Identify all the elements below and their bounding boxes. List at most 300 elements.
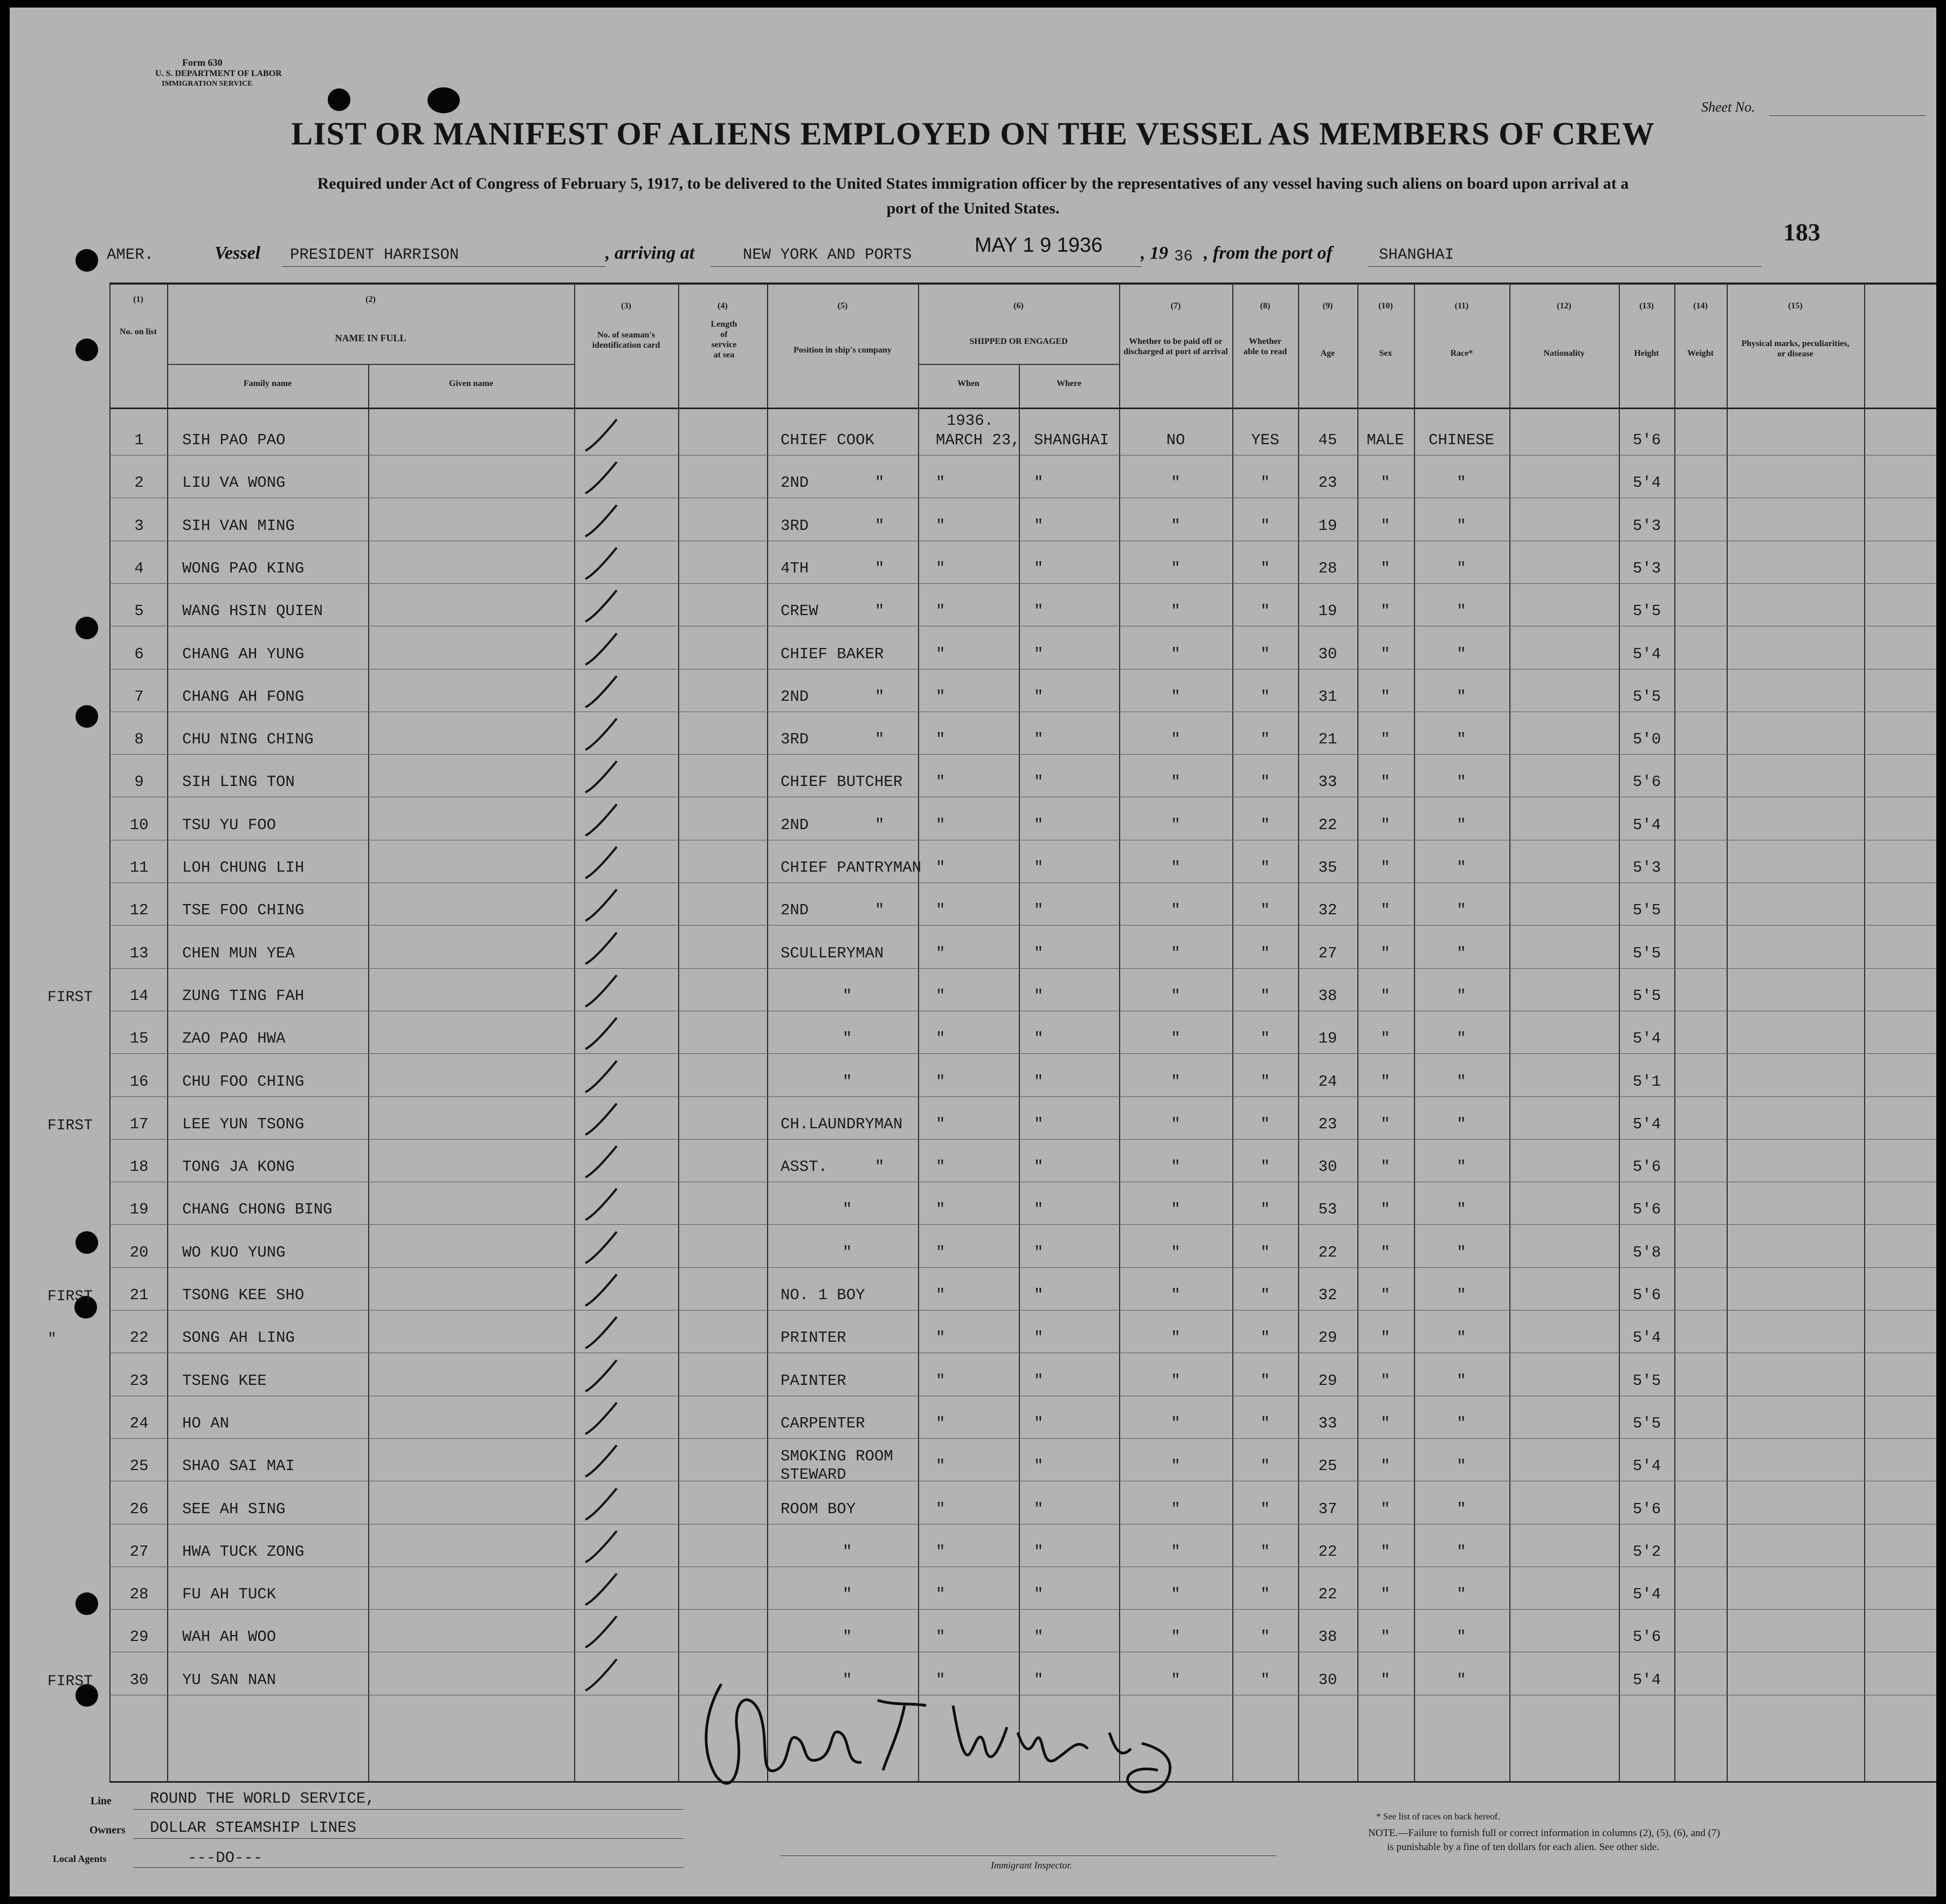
height: 5'3 <box>1632 517 1661 535</box>
shipped-where: " <box>1034 1415 1044 1432</box>
race: " <box>1457 688 1466 706</box>
shipped-when: " <box>936 560 946 577</box>
family-name: CHANG CHONG BING <box>182 1201 333 1218</box>
height: 5'4 <box>1632 1457 1661 1475</box>
paid-off: " <box>1171 1543 1181 1561</box>
col-8-number: (8) <box>1260 301 1271 311</box>
row-number: 8 <box>134 730 144 748</box>
row-number: 17 <box>129 1115 149 1133</box>
age: 35 <box>1318 859 1337 877</box>
manifest-subtitle: Required under Act of Congress of February 5, 1917, to be delivered to the United States immigration officer by the representatives of any vessel having such aliens on board upon arrival at a <box>317 175 1629 192</box>
col-13-label: Height <box>1634 349 1659 358</box>
row-number: 29 <box>129 1628 149 1646</box>
shipped-when: " <box>936 1372 946 1390</box>
shipped-where: " <box>1034 816 1044 834</box>
column-divider <box>1727 282 1728 1782</box>
shipped-when: " <box>936 1201 946 1218</box>
position-ditto: " <box>843 1543 852 1561</box>
family-name: WONG PAO KING <box>182 560 305 577</box>
able-to-read: " <box>1260 1201 1270 1218</box>
check-mark-icon <box>581 1356 624 1399</box>
row-number: 15 <box>129 1030 149 1047</box>
family-name: HO AN <box>182 1415 230 1432</box>
height: 5'2 <box>1632 1543 1661 1561</box>
column-divider <box>1619 282 1620 1782</box>
able-to-read: " <box>1260 773 1270 791</box>
family-name: CHEN MUN YEA <box>182 944 295 962</box>
paid-off: " <box>1171 560 1181 577</box>
age: 29 <box>1318 1372 1337 1390</box>
position-ditto: " <box>875 730 885 748</box>
col-10-number: (10) <box>1378 301 1393 311</box>
family-name: ZAO PAO HWA <box>182 1030 286 1047</box>
height: 5'5 <box>1632 688 1661 706</box>
position-ditto: " <box>843 1628 852 1646</box>
position: CH.LAUNDRYMAN <box>781 1115 903 1133</box>
position: CHIEF COOK <box>781 431 875 449</box>
able-to-read: " <box>1260 560 1270 577</box>
sex: " <box>1381 987 1390 1005</box>
height: 5'4 <box>1632 1115 1661 1133</box>
col-6-where: Where <box>1057 379 1081 388</box>
shipped-when: " <box>936 1115 946 1133</box>
position: CHIEF BAKER <box>781 645 884 663</box>
column-divider <box>1864 282 1865 1782</box>
arriving-rule <box>710 266 1142 267</box>
family-name: LIU VA WONG <box>182 474 286 492</box>
able-to-read: " <box>1260 602 1270 620</box>
col-12-number: (12) <box>1557 301 1571 311</box>
vessel-name-rule <box>282 266 605 267</box>
shipped-when: " <box>936 1415 946 1432</box>
able-to-read: " <box>1260 901 1270 919</box>
year-suffix: 36 <box>1174 247 1193 265</box>
height: 5'0 <box>1632 730 1661 748</box>
age: 22 <box>1318 1585 1337 1603</box>
agents-label: Local Agents <box>53 1853 107 1864</box>
shipped-where: " <box>1034 1372 1044 1390</box>
col-15-label: Physical marks, peculiarities, or disease <box>1741 339 1850 358</box>
race: " <box>1457 1158 1466 1176</box>
shipped-when: " <box>936 1158 946 1176</box>
position: PAINTER <box>781 1372 846 1390</box>
sex: " <box>1381 730 1390 748</box>
owners-rule <box>134 1838 684 1839</box>
shipped-when: " <box>936 859 946 877</box>
from-port-rule <box>1368 266 1762 267</box>
race: " <box>1457 816 1466 834</box>
check-mark-icon <box>581 1313 624 1356</box>
position: 3RD <box>781 730 809 748</box>
check-mark-icon <box>581 1057 624 1100</box>
position: CHIEF BUTCHER <box>781 773 903 791</box>
family-name: YU SAN NAN <box>182 1671 277 1689</box>
height: 5'6 <box>1632 1500 1661 1518</box>
row-number: 2 <box>134 474 144 492</box>
form-service: IMMIGRATION SERVICE <box>162 80 253 88</box>
race: " <box>1457 1201 1466 1218</box>
family-name: FU AH TUCK <box>182 1585 277 1603</box>
shipped-where: " <box>1034 1244 1044 1261</box>
shipped-where: " <box>1034 1457 1044 1475</box>
punch-hole <box>75 617 98 639</box>
age: 45 <box>1318 431 1337 449</box>
age: 28 <box>1318 560 1337 577</box>
col-14-number: (14) <box>1693 301 1708 311</box>
check-mark-icon <box>581 1655 624 1698</box>
shipped-when: " <box>936 901 946 919</box>
paid-off: " <box>1171 645 1181 663</box>
sex: " <box>1381 602 1390 620</box>
check-mark-icon <box>581 1099 624 1142</box>
shipped-when: " <box>936 987 946 1005</box>
position-ditto: " <box>843 1201 852 1218</box>
row-number: 26 <box>129 1500 149 1518</box>
height: 5'4 <box>1632 816 1661 834</box>
shipped-where: " <box>1034 517 1044 535</box>
column-divider <box>918 282 919 1782</box>
paid-off: " <box>1171 1286 1181 1304</box>
col-7-label: Whether to be paid off or discharged at port of arrival <box>1123 337 1228 356</box>
age: 21 <box>1318 730 1337 748</box>
punch-hole <box>328 88 350 111</box>
shipped-where: " <box>1034 1115 1044 1133</box>
owners-value: DOLLAR STEAMSHIP LINES <box>150 1819 356 1837</box>
line-label: Line <box>91 1795 112 1807</box>
row-number: 21 <box>129 1286 149 1304</box>
column-divider <box>368 364 369 1782</box>
check-mark-icon <box>581 971 624 1014</box>
height: 5'5 <box>1632 987 1661 1005</box>
row-rule <box>109 669 1936 670</box>
col-1-label: No. on list <box>120 327 157 336</box>
able-to-read: " <box>1260 944 1270 962</box>
row-rule <box>109 1096 1936 1097</box>
vessel-name: PRESIDENT HARRISON <box>290 246 459 264</box>
family-name: CHANG AH YUNG <box>182 645 305 663</box>
paid-off: " <box>1171 1671 1181 1689</box>
col-4-number: (4) <box>717 301 728 311</box>
sex: " <box>1381 517 1390 535</box>
paid-off: " <box>1171 901 1181 919</box>
able-to-read: " <box>1260 730 1270 748</box>
able-to-read: " <box>1260 816 1270 834</box>
family-name: CHANG AH FONG <box>182 688 305 706</box>
sex: " <box>1381 1115 1390 1133</box>
family-name: SIH VAN MING <box>182 517 295 535</box>
check-mark-icon <box>581 843 624 886</box>
shipped-where: " <box>1034 859 1044 877</box>
shipped-when: " <box>936 1244 946 1261</box>
height: 5'6 <box>1632 1286 1661 1304</box>
col-7-number: (7) <box>1170 301 1181 311</box>
height: 5'4 <box>1632 1671 1661 1689</box>
paid-off: " <box>1171 1244 1181 1261</box>
arrival-date-stamp: MAY 1 9 1936 <box>975 234 1103 257</box>
race: " <box>1457 645 1466 663</box>
col-6-number: (6) <box>1013 301 1024 311</box>
age: 32 <box>1318 901 1337 919</box>
row-number: 10 <box>129 816 149 834</box>
position-ditto: " <box>843 1030 852 1047</box>
check-mark-icon <box>581 672 624 715</box>
column-divider <box>1019 364 1020 1782</box>
form-number: Form 630 <box>182 57 223 68</box>
position: CHIEF PANTRYMAN <box>781 859 922 877</box>
from-port: SHANGHAI <box>1379 246 1454 264</box>
column-divider <box>109 282 111 1782</box>
able-to-read: " <box>1260 1671 1270 1689</box>
race: " <box>1457 1671 1466 1689</box>
col-11-number: (11) <box>1454 301 1469 311</box>
row-number: 13 <box>129 944 149 962</box>
col-9-label: Age <box>1320 349 1335 358</box>
paid-off: " <box>1171 1585 1181 1603</box>
shipped-where: " <box>1034 773 1044 791</box>
sex: " <box>1381 816 1390 834</box>
age: 27 <box>1318 944 1337 962</box>
shipped-where: " <box>1034 602 1044 620</box>
paid-off: " <box>1171 1372 1181 1390</box>
paid-off: " <box>1171 602 1181 620</box>
shipped-when: " <box>936 688 946 706</box>
position: SMOKING ROOM STEWARD <box>781 1447 893 1484</box>
col-2-given: Given name <box>448 379 494 388</box>
family-name: HWA TUCK ZONG <box>182 1543 305 1561</box>
col-5-number: (5) <box>837 301 848 311</box>
height: 5'6 <box>1632 1628 1661 1646</box>
column-divider <box>678 282 679 1782</box>
shipped-where: " <box>1034 944 1044 962</box>
manifest-subtitle-2: port of the United States. <box>886 199 1060 217</box>
sex: " <box>1381 688 1390 706</box>
check-mark-icon <box>581 501 624 544</box>
race: " <box>1457 1585 1466 1603</box>
paid-off: " <box>1171 944 1181 962</box>
punch-hole <box>75 249 98 272</box>
shipped-year: 1936. <box>947 412 994 430</box>
age: 30 <box>1318 1158 1337 1176</box>
paid-off: " <box>1171 859 1181 877</box>
shipped-when: " <box>936 1457 946 1475</box>
able-to-read: " <box>1260 987 1270 1005</box>
sex: " <box>1381 1543 1390 1561</box>
position-ditto: " <box>875 1158 885 1176</box>
row-number: 22 <box>129 1329 149 1347</box>
row-rule <box>109 583 1936 584</box>
race: " <box>1457 1372 1466 1390</box>
family-name: ZUNG TING FAH <box>182 987 305 1005</box>
check-mark-icon <box>581 1184 624 1227</box>
column-divider <box>1119 282 1120 1782</box>
manifest-sheet <box>10 8 1936 1896</box>
height: 5'3 <box>1632 859 1661 877</box>
shipped-where: " <box>1034 1585 1044 1603</box>
age: 38 <box>1318 987 1337 1005</box>
shipped-where: " <box>1034 987 1044 1005</box>
col-14-label: Weight <box>1687 349 1714 358</box>
punch-hole <box>75 705 98 728</box>
sex: " <box>1381 859 1390 877</box>
race: " <box>1457 474 1466 492</box>
sex: " <box>1381 1329 1390 1347</box>
height: 5'4 <box>1632 645 1661 663</box>
race: " <box>1457 1628 1466 1646</box>
position-ditto: " <box>843 1671 852 1689</box>
race: " <box>1457 987 1466 1005</box>
shipped-where: " <box>1034 474 1044 492</box>
check-mark-icon <box>581 1227 624 1271</box>
col-10-label: Sex <box>1379 349 1392 358</box>
position: CREW <box>781 602 818 620</box>
height: 5'1 <box>1632 1073 1661 1091</box>
position-ditto: " <box>843 1585 852 1603</box>
able-to-read: " <box>1260 1457 1270 1475</box>
height: 5'6 <box>1632 1201 1661 1218</box>
race: " <box>1457 560 1466 577</box>
sex: " <box>1381 1457 1390 1475</box>
sex: " <box>1381 1628 1390 1646</box>
race: " <box>1457 1329 1466 1347</box>
family-name: TSU YU FOO <box>182 816 277 834</box>
sex: " <box>1381 1500 1390 1518</box>
arriving-label: , arriving at <box>605 243 695 263</box>
punch-hole <box>427 87 460 113</box>
family-name: LEE YUN TSONG <box>182 1115 305 1133</box>
position: 2ND <box>781 688 809 706</box>
family-name: WAH AH WOO <box>182 1628 277 1646</box>
sex: " <box>1381 1073 1390 1091</box>
shipped-when: " <box>936 1500 946 1518</box>
row-rule <box>109 1609 1936 1610</box>
paid-off: NO <box>1166 431 1185 449</box>
row-number: 28 <box>129 1585 149 1603</box>
family-name: TSE FOO CHING <box>182 901 305 919</box>
shipped-where: " <box>1034 1158 1044 1176</box>
check-mark-icon <box>581 1142 624 1185</box>
punch-hole <box>75 339 98 361</box>
col-6-when: When <box>957 379 979 388</box>
position: 2ND <box>781 474 809 492</box>
able-to-read: " <box>1260 1372 1270 1390</box>
paid-off: " <box>1171 1500 1181 1518</box>
arriving-port: NEW YORK AND PORTS <box>743 246 912 264</box>
shipped-when: " <box>936 1543 946 1561</box>
shipped-where: " <box>1034 1671 1044 1689</box>
column-divider <box>167 282 168 1782</box>
able-to-read: " <box>1260 1415 1270 1432</box>
row-number: 19 <box>129 1201 149 1218</box>
shipped-where: " <box>1034 1286 1044 1304</box>
check-mark-icon <box>581 1398 624 1441</box>
column-divider <box>1298 282 1299 1782</box>
col-4-label: Length of service at sea <box>710 320 737 360</box>
column-divider <box>1232 282 1233 1782</box>
shipped-when: MARCH 23, <box>936 431 1020 449</box>
able-to-read: YES <box>1251 431 1280 449</box>
row-number: 3 <box>134 517 144 535</box>
column-divider <box>1674 282 1675 1782</box>
shipped-where: " <box>1034 688 1044 706</box>
shipped-when: " <box>936 816 946 834</box>
footnote-penalty: NOTE.—Failure to furnish full or correct information in columns (2), (5), (6), and (7) <box>1368 1827 1720 1839</box>
row-rule <box>109 1438 1936 1439</box>
check-mark-icon <box>581 1013 624 1057</box>
row-number: 12 <box>129 901 149 919</box>
position-ditto: " <box>875 688 885 706</box>
able-to-read: " <box>1260 1329 1270 1347</box>
check-mark-icon <box>581 800 624 843</box>
check-mark-icon <box>581 415 624 458</box>
age: 23 <box>1318 474 1337 492</box>
age: 23 <box>1318 1115 1337 1133</box>
name-subheader-rule <box>167 364 574 365</box>
race: " <box>1457 1073 1466 1091</box>
able-to-read: " <box>1260 1158 1270 1176</box>
shipped-when: " <box>936 1628 946 1646</box>
sex: " <box>1381 944 1390 962</box>
position: SCULLERYMAN <box>781 944 884 962</box>
agents-rule <box>134 1867 684 1868</box>
family-name: SIH LING TON <box>182 773 295 791</box>
sex: " <box>1381 1030 1390 1047</box>
paid-off: " <box>1171 1030 1181 1047</box>
shipped-where: " <box>1034 560 1044 577</box>
col-1-number: (1) <box>133 295 143 304</box>
age: 25 <box>1318 1457 1337 1475</box>
col-12-label: Nationality <box>1543 349 1585 358</box>
paid-off: " <box>1171 987 1181 1005</box>
family-name: WANG HSIN QUIEN <box>182 602 323 620</box>
age: 22 <box>1318 1543 1337 1561</box>
row-number: 27 <box>129 1543 149 1561</box>
able-to-read: " <box>1260 474 1270 492</box>
check-mark-icon <box>581 1527 624 1570</box>
column-divider <box>574 282 575 1782</box>
sex: " <box>1381 560 1390 577</box>
shipped-where: " <box>1034 1329 1044 1347</box>
family-name: SONG AH LING <box>182 1329 295 1347</box>
check-mark-icon <box>581 714 624 757</box>
position-ditto: " <box>843 1073 852 1091</box>
row-rule <box>109 925 1936 926</box>
race: " <box>1457 602 1466 620</box>
able-to-read: " <box>1260 1628 1270 1646</box>
shipped-where: " <box>1034 1543 1044 1561</box>
row-number: 25 <box>129 1457 149 1475</box>
row-number: 20 <box>129 1244 149 1261</box>
paid-off: " <box>1171 474 1181 492</box>
position: 3RD <box>781 517 809 535</box>
age: 32 <box>1318 1286 1337 1304</box>
col-11-label: Race* <box>1450 349 1473 358</box>
col-2-number: (2) <box>365 295 376 304</box>
footnote-penalty-2: is punishable by a fine of ten dollars for each alien. See other side. <box>1387 1841 1659 1853</box>
race: " <box>1457 901 1466 919</box>
check-mark-icon <box>581 586 624 629</box>
race: " <box>1457 1415 1466 1432</box>
sex: " <box>1381 1372 1390 1390</box>
sex: " <box>1381 1244 1390 1261</box>
sex: " <box>1381 1671 1390 1689</box>
position: CARPENTER <box>781 1415 865 1432</box>
row-rule <box>109 1267 1936 1268</box>
family-name: TSENG KEE <box>182 1372 267 1390</box>
sex: " <box>1381 901 1390 919</box>
position-ditto: " <box>875 560 885 577</box>
sex: " <box>1381 1201 1390 1218</box>
row-number: 9 <box>134 773 144 791</box>
